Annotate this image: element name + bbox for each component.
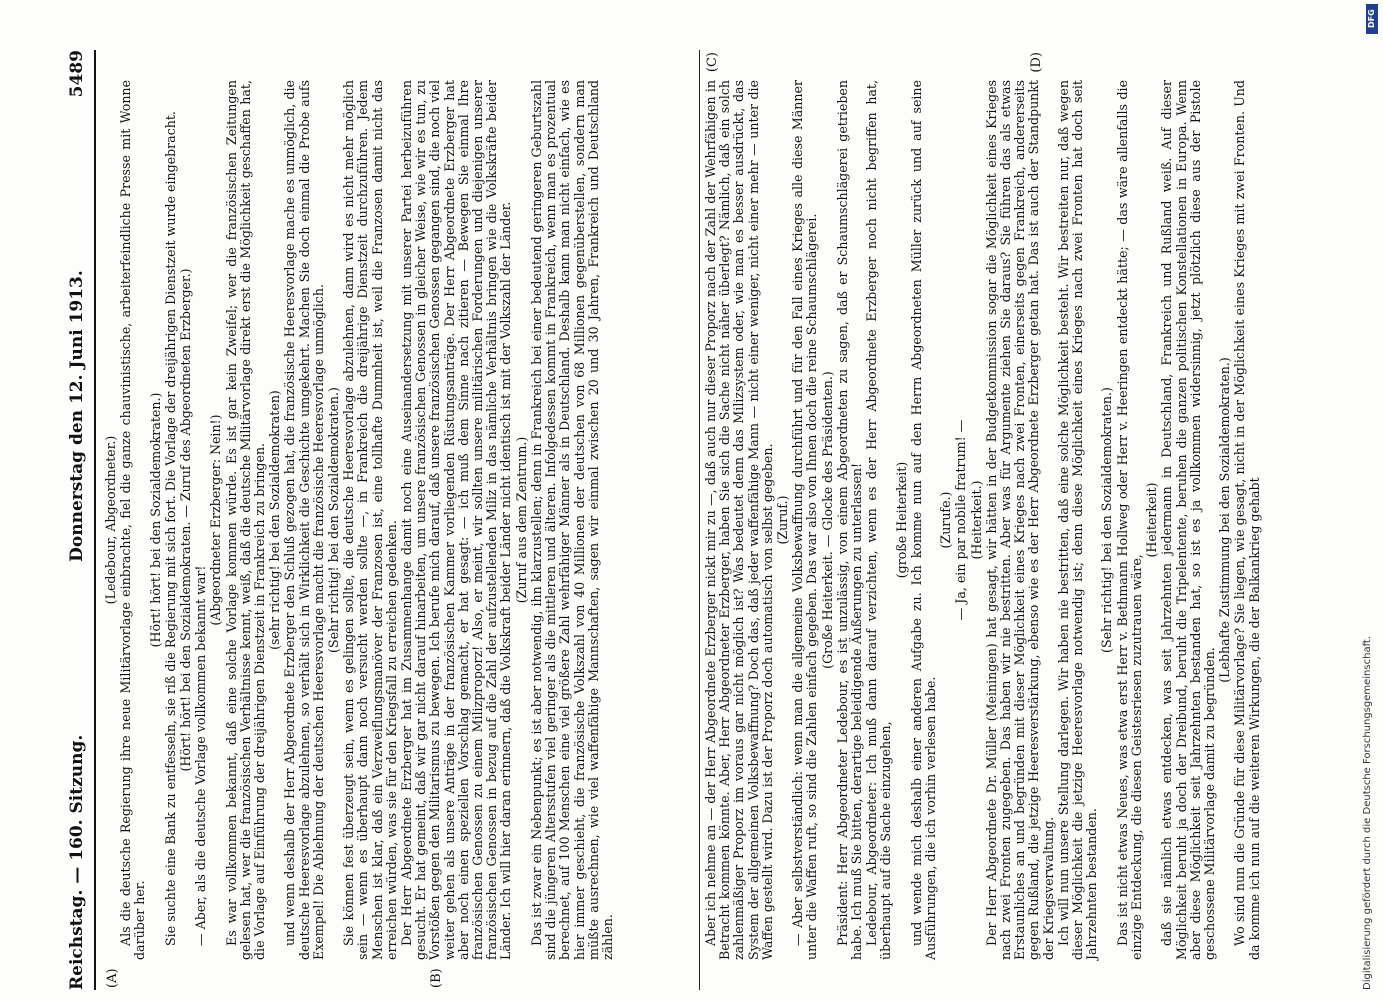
paragraph: Aber ich nehme an — der Herr Abgeordnete Erzberger nickt mir zu —, daß auch nur dieser Proporz nach der Zahl der Wehrfähigen in Betracht kommen könnte. Aber, Herr Abgeordneter Erzberger, haben Sie sich die Sache nicht näher überlegt? Nämlich, daß ein solch zahlenmäßiger Proporz im voraus gar nicht möglich ist? Was bedeutet denn das Milizsystem oder, wie man es besser ausdrückt, das System der allgemeinen Volksbewaffnung? Doch das, daß jeder waffenfähige Mann — nicht einer weniger, nicht einer mehr — unter die Waffen gestellt wird. Dazu ist der Proporz doch automatisch von selbst gegeben. <box>703 80 775 960</box>
rotated-page-content <box>60 50 1360 990</box>
digitization-credit: Digitalisierung gefördert durch die Deutsche Forschungsgemeinschaft. <box>1362 635 1373 990</box>
paragraph: Wo sind nun die Gründe für diese Militärvorlage? Sie liegen, wie gesagt, nicht in der Möglichkeit eines Krieges mit zwei Fronten. Und da komme ich nun auf die weiteren Wirkungen, die der Balkankrieg gehabt <box>1232 80 1262 960</box>
paragraph: (Große Heiterkeit. — Glocke des Präsidenten.) <box>819 371 835 669</box>
paragraph: (Heiterkeit.) <box>968 480 984 560</box>
paragraph: Das ist nicht etwas Neues, was etwa erst Herr v. Bethmann Hollweg oder Herr v. Heeringen entdeckt hätte; — das wäre allenfalls die einzige Entdeckung, die diesen Geistesriesen zuzutrauen wäre, <box>1114 80 1144 960</box>
left-column <box>100 50 700 990</box>
paragraph: Präsident: Herr Abgeordneter Ledebour, es ist unzulässig, von einem Abgeordneten zu sagen, daß er Schaumschlägerei getrieben habe. Ich muß Sie bitten, derartige beleidigende Äußerungen zu unterlassen! <box>834 80 865 960</box>
paragraph: Als die deutsche Regierung ihre neue Militärvorlage einbrachte, fiel die ganze chauvinistische, arbeiterfeindliche Presse mit Wonne darüber her. <box>118 80 148 960</box>
paragraph: und wende mich deshalb einer anderen Aufgabe zu. Ich komme nun auf den Herrn Abgeordneten Müller zurück und auf seine Ausführungen, die ich vorhin verlesen habe. <box>908 80 939 960</box>
header-left: Reichstag. — 160. Sitzung. <box>67 734 87 990</box>
text-columns <box>100 50 1330 990</box>
paragraph: — Aber selbstverständlich: wenn man die allgemeine Volksbewaffnung durchführt und für den Fall eines Krieges alle diese Männer unter die Waffen ruft, so sind die Zahlen einfach gegeben. Das war also von Ihnen doch die reine Schaumschlägerei. <box>790 80 820 960</box>
paragraph: — Aber, als die deutsche Vorlage vollkommen bekannt war! <box>193 565 209 946</box>
paragraph: — Ja, ein par nobile fratrum! — <box>953 419 969 621</box>
paragraph: Der Herr Abgeordnete Dr. Müller (Meiningen) hat gesagt, wir hätten in der Budgetkommission sogar die Möglichkeit eines Krieges nach zwei Fronten zugegeben. Das haben wir nie bestritten. Aber was für Argumente ziehen Sie daraus? Sie führen das als etwas Erstaunliches an und begründen mit dieser Möglichkeit eines Krieges nach zwei Fronten, einerseits gegen Frankreich, andererseits gegen Rußland, die jetzige Heeresverstärkung, ebenso wie es der Herr Abgeordnete Erzberger getan hat. Das ist auch der Standpunkt der Kriegsverwaltung. <box>983 80 1056 960</box>
paragraph: (Hört! hört! bei den Sozialdemokraten. — Zuruf des Abgeordneten Erzberger.) <box>178 268 194 772</box>
paragraph: und wenn deshalb der Herr Abgeordnete Erzberger den Schluß gezogen hat, die französische Heeresvorlage mache es unmöglich, die deutsche Heeresvorlage abzulehnen, so verhält sich in Wirklichkeit die Geschichte umgekehrt. Machen Sie doch einmal die Probe aufs Exempel! Die Ablehnung der deutschen Heeresvorlage macht die französische Heeresvorlage unmöglich. <box>282 80 326 960</box>
paragraph: (Zuruf.) <box>775 495 791 545</box>
paragraph: (Heiterkeit) <box>1144 482 1160 558</box>
paragraph: (sehr richtig! bei den Sozialdemokraten) <box>267 390 283 650</box>
paragraph: daß sie nämlich etwas entdecken, was seit Jahrzehnten jedermann in Deutschland, Frankreich und Rußland weiß. Auf dieser Möglichkeit beruht ja doch der Dreibund, beruht die Tripelentente, beruhen die ganzen politischen Konstellationen in Europa. Wenn aber diese Möglichkeit seit Jahrzehnten bestanden hat, so ist es ja vollkommen widersinnig, jetzt plötzlich diese aus der Pistole geschossene Militärvorlage damit zu begründen. <box>1159 80 1217 960</box>
paragraph: Das ist zwar ein Nebenpunkt; es ist aber notwendig, ihn klarzustellen; denn in Frankreich bei einer bedeutend geringeren Geburtszahl sind die jüngeren Altersstufen viel geringer als die mittleren und älteren. Infolgedessen kommt in Frankreich, wenn man es prozentual berechnet, auf 100 Menschen eine viel größere Zahl wehrfähiger Männer als in Deutschland. Deshalb kann man nicht einfach, wie es hier immer geschieht, die französische Volkszahl von 40 Millionen der deutschen von 68 Millionen gegenüberstellen, sondern man müßte ausrechnen, wie viel waffenfähige Mannschaften, sagen wir einmal zwischen 20 und 30 Jahren, Frankreich und Deutschland zählen. <box>528 80 615 960</box>
paragraph: (Sehr richtig! bei den Sozialdemokraten.) <box>1099 387 1115 653</box>
paragraph: (Hört! hört! bei den Sozialdemokraten.) <box>147 392 163 648</box>
paragraph: (große Heiterkeit) <box>893 461 909 579</box>
paragraph: Sie können fest überzeugt sein, wenn es gelingen sollte, die deutsche Heeresvorlage abzulehnen, dann wird es nicht mehr möglich sein — wenn es überhaupt dann noch versucht werden sollte —, in Frankreich die dreijährige Dienstzeit durchzuführen. Jedem Menschen ist klar, daß ein Verzweiflungsmanöver der Franzosen ist, eine tollhafte Dummheit ist, weil die Franzosen damit nicht das erreichen würden, was sie für den Kriegsfall zu erreichen gedenken. <box>341 80 399 960</box>
paragraph: (Zurufe.) <box>938 491 954 549</box>
margin-marker-a: (A) <box>105 968 120 988</box>
header-date: Donnerstag den 12. Juni 1913. <box>67 270 87 562</box>
margin-marker-d: (D) <box>1029 52 1044 73</box>
paragraph: (Sehr richtig! bei den Sozialdemokraten.) <box>326 387 342 653</box>
paragraph: Ledebour, Abgeordneter: Ich muß dann darauf verzichten, wenn es der Herr Abgeordnete Erzberger noch nicht begriffen hat, überhaupt auf die Sache einzugehen, <box>864 80 894 960</box>
margin-marker-b: (B) <box>429 968 444 988</box>
paragraph: (Abgeordneter Erzberger: Nein!) <box>208 414 224 626</box>
paragraph: (Lebhafte Zustimmung bei den Sozialdemokraten.) <box>1217 357 1233 683</box>
right-column <box>700 50 1300 990</box>
paragraph: Ich will nun unsere Stellung darlegen. Wir haben nie bestritten, daß eine solche Möglichkeit besteht. Wir bestreiten nur, daß wegen dieser Möglichkeit die jetzige Heeresvorlage notwendig ist; denn diese Möglichkeit eines Krieges nach zwei Fronten hat doch seit Jahrzehnten bestanden. <box>1055 80 1100 960</box>
page-number: 5489 <box>67 50 87 98</box>
paragraph: Sie suchte eine Bank zu entfesseln, sie riß die Regierung mit sich fort. Die Vorlage der dreijährigen Dienstzeit wurde eingebracht. <box>162 111 178 946</box>
page-header <box>60 50 96 990</box>
paragraph: Der Herr Abgeordnete Erzberger hat im Zusammenhange damit noch eine Auseinandersetzung mit unserer Partei herbeizuführen gesucht. Er hat gemeint, daß wir gar nicht darauf hinarbeiten, um unsere französischen Genossen in gleicher Weise, wie wir es tun, zu Vorstößen gegen den Militarismus zu bewegen. Ich berufe mich darauf, daß unsere französischen Genossen gegangen sind, die noch viel weiter gehen als unsere Anträge in der französischen Kammer vorliegenden Rüstungsanträge. Der Herr Abgeordnete Erzberger hat aber noch einen speziellen Vorschlag gemacht, er hat gesagt: — ich muß dem Sinne nach zitieren — Bewegen Sie einmal Ihre französischen Genossen zu einem Milizproporz! Also, er meint, wir sollten unsere militärischen Forderungen und diejenigen unserer französischen Genossen in bezug auf die Zahl der aufzustellenden Miliz in das nämliche Verhältnis bringen wie die Volkskräfte beider Länder. Ich will hier daran erinnern, daß die Volkskraft beider Länder nicht identisch ist mit der Volkszahl der Länder. <box>399 80 514 960</box>
dfg-logo: DFG <box>1366 4 1378 34</box>
paragraph: (Zuruf aus dem Zentrum.) <box>513 436 529 604</box>
margin-marker-c: (C) <box>705 52 720 73</box>
paragraph: (Ledebour, Abgeordneter.) <box>103 435 118 605</box>
paragraph: Es war vollkommen bekannt, daß eine solche Vorlage kommen würde. Es ist gar kein Zweifel; wer die französischen Zeitungen gelesen hat, wer die französischen Verhältnisse kennt, weiß, daß die deutsche Militärvorlage direkt erst die Möglichkeit geschaffen hat, die Vorlage auf Einführung der dreijährigen Dienstzeit in Frankreich zu bringen. <box>223 80 268 960</box>
